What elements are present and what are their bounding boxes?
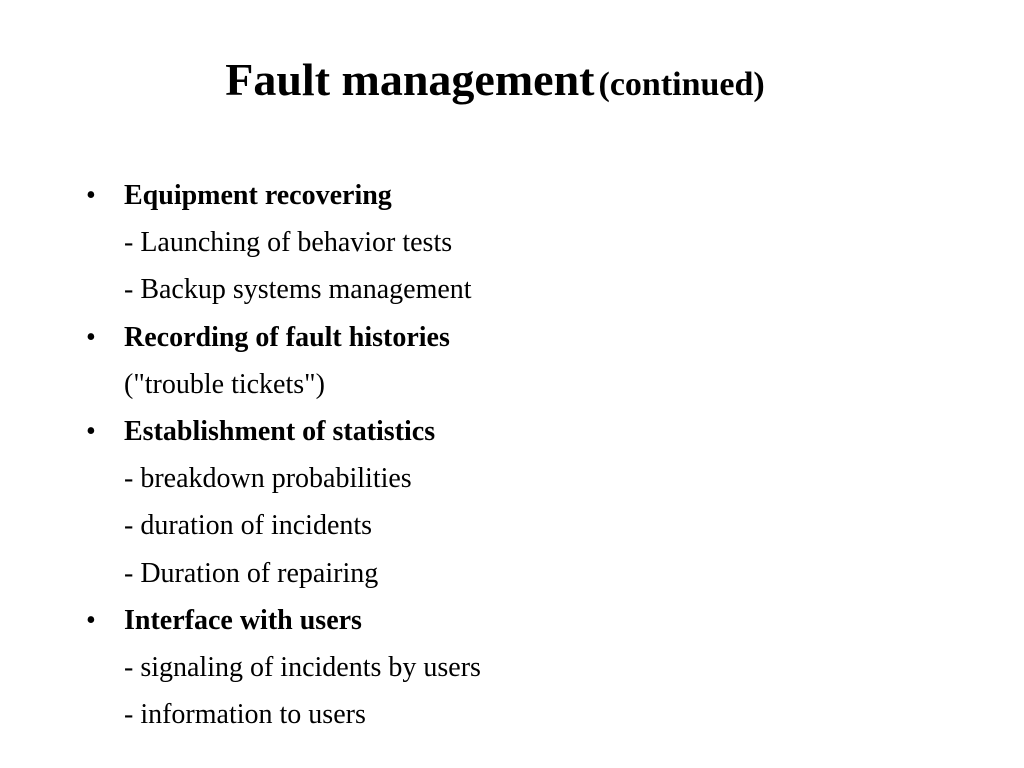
sub-item-text: ("trouble tickets") — [124, 368, 325, 400]
slide-title-main: Fault management — [225, 54, 595, 105]
bullet-heading: Interface with users — [124, 604, 362, 636]
sub-item-text: - Launching of behavior tests — [124, 227, 453, 259]
sub-item-text: - duration of incidents — [124, 510, 373, 542]
bullet-heading: Equipment recovering — [124, 180, 392, 211]
sub-item-text: - Duration of repairing — [124, 557, 379, 589]
bullet-icon: • — [86, 604, 96, 636]
bullet-item-establishment-statistics — [0, 408, 1000, 455]
sub-item — [0, 502, 1000, 549]
bullet-icon: • — [86, 321, 96, 353]
bullet-list — [0, 172, 1000, 738]
sub-item — [0, 219, 1000, 266]
bullet-heading: Establishment of statistics — [124, 415, 436, 447]
sub-item-text: - information to users — [124, 699, 366, 731]
slide-title-continued: (continued) — [598, 66, 765, 103]
sub-item — [0, 691, 1000, 738]
bullet-icon: • — [86, 180, 96, 211]
sub-item — [0, 361, 1000, 408]
sub-item — [0, 455, 1000, 502]
bullet-heading: Recording of fault histories — [124, 321, 450, 353]
bullet-icon: • — [86, 415, 96, 447]
bullet-item-equipment-recovering — [0, 172, 1000, 219]
sub-item — [0, 644, 1000, 691]
sub-item — [0, 266, 1000, 313]
slide-title — [0, 50, 990, 121]
bullet-item-recording-fault-histories — [0, 314, 1000, 361]
sub-item-text: - Backup systems management — [124, 274, 472, 306]
sub-item-text: - signaling of incidents by users — [124, 651, 481, 683]
sub-item — [0, 550, 1000, 597]
sub-item-text: - breakdown probabilities — [124, 463, 412, 495]
bullet-item-interface-users — [0, 597, 1000, 644]
